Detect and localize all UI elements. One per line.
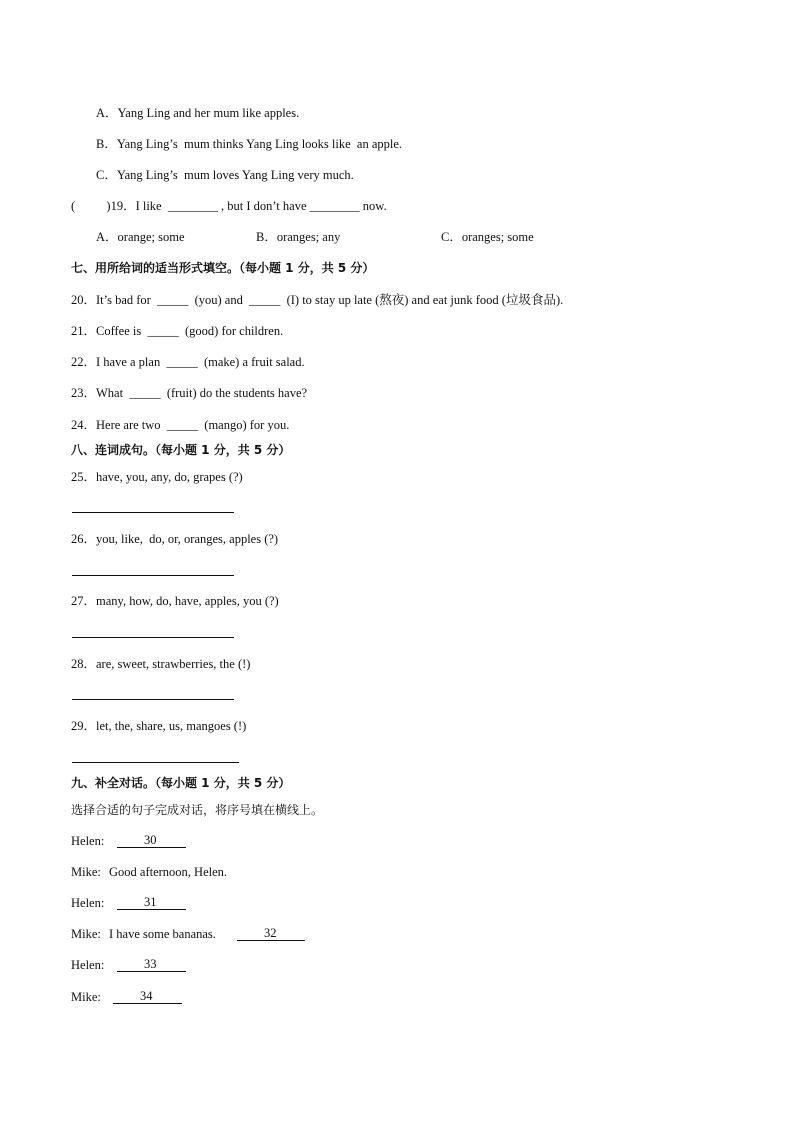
dialogue-speaker: Mike: [71,927,101,941]
dialogue-speaker: Helen: [71,834,105,848]
question-29: 29．let, the, share, us, mangoes (!) [71,719,247,733]
answer-line-25[interactable] [72,512,234,513]
question-20: 20．It’s bad for _____ (you) and _____ (I) to stay up late (熬夜) and eat junk food (垃圾食品). [71,293,564,307]
blank-32-number: 32 [264,926,277,940]
dialogue-text: I have some bananas. [109,927,216,941]
option-18b: B．Yang Ling’s mum thinks Yang Ling looks like an apple. [96,137,403,151]
option-19c: C．oranges; some [441,230,534,244]
question-22: 22．I have a plan _____ (make) a fruit salad. [71,355,305,369]
dialogue-speaker: Helen: [71,958,105,972]
question-26: 26．you, like, do, or, oranges, apples (?) [71,532,279,546]
dialogue-text: Good afternoon, Helen. [109,865,228,879]
blank-31-number: 31 [144,895,157,909]
answer-line-26[interactable] [72,575,234,576]
section-8-heading: 八、连词成句。（每小题 1 分，共 5 分） [71,443,291,457]
blank-34-number: 34 [140,989,153,1003]
question-24: 24．Here are two _____ (mango) for you. [71,418,290,432]
option-18a: A．Yang Ling and her mum like apples. [96,106,300,120]
question-23: 23．What _____ (fruit) do the students have? [71,386,308,400]
blank-33-number: 33 [144,957,157,971]
dialogue-speaker: Mike: [71,865,101,879]
section-9-instruction: 选择合适的句子完成对话，将序号填在横线上。 [71,803,324,817]
question-21: 21．Coffee is _____ (good) for children. [71,324,284,338]
question-19: ( )19．I like ________ , but I don’t have ________ now. [71,199,387,213]
option-18c: C．Yang Ling’s mum loves Yang Ling very much. [96,168,354,182]
blank-30-number: 30 [144,833,157,847]
dialogue-speaker: Mike: [71,990,101,1004]
answer-line-29[interactable] [72,762,239,763]
answer-line-27[interactable] [72,637,234,638]
question-28: 28．are, sweet, strawberries, the (!) [71,657,251,671]
option-19b: B．oranges; any [256,230,341,244]
option-19a: A．orange; some [96,230,185,244]
question-25: 25．have, you, any, do, grapes (?) [71,470,243,484]
section-9-heading: 九、补全对话。（每小题 1 分，共 5 分） [71,776,291,790]
dialogue-speaker: Helen: [71,896,105,910]
answer-line-28[interactable] [72,699,234,700]
question-27: 27．many, how, do, have, apples, you (?) [71,594,279,608]
section-7-heading: 七、用所给词的适当形式填空。（每小题 1 分，共 5 分） [71,261,375,275]
